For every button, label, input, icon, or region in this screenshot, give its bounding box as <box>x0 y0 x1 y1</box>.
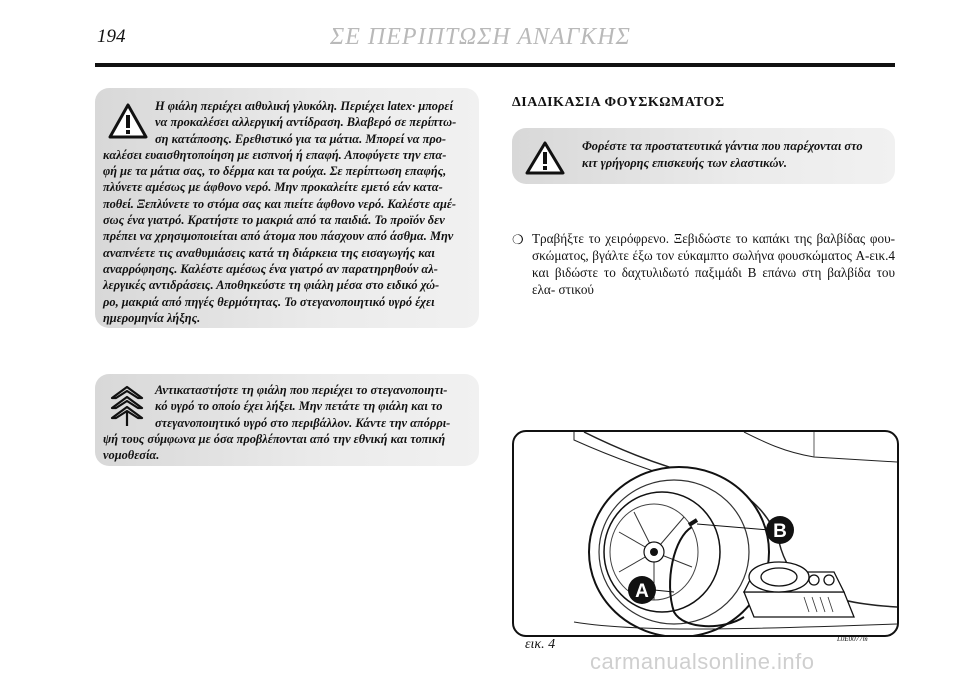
section-title: ΔΙΑΔΙΚΑΣΙΑ ΦΟΥΣΚΩΜΑΤΟΣ <box>512 95 725 110</box>
warning-line: φή με τα μάτια σας, το δέρμα και τα ρούχα. Σε περίπτωση επαφής, <box>103 164 447 179</box>
environment-line: Αντικαταστήστε τη φιάλη που περιέχει το στεγανοποιητι- <box>155 383 448 397</box>
warning-box-gloves-text <box>582 138 887 172</box>
step-line: στικού <box>558 282 594 297</box>
warning-triangle-icon <box>524 140 566 176</box>
chapter-title: ΣΕ ΠΕΡΙΠΤΩΣΗ ΑΝΑΓΚΗΣ <box>330 24 631 50</box>
warning-line: καλέσει ευαισθητοποίηση με εισπνοή ή επαφή. Αποφύγετε την επα- <box>103 147 447 162</box>
figure-code: L0E0077m <box>837 635 868 643</box>
warning-line: αναρρόφησης. Καλέστε αμέσως ένα γιατρό αν παρατηρηθούν αλ- <box>103 261 438 276</box>
warning-line: λεργικές αντιδράσεις. Αποθηκεύστε τη φιάλη μέσα στο ειδικό χώ- <box>103 278 440 293</box>
warning-line: ρο, μακριά από πηγές θερμότητας. Το στεγανοποιητικό υγρό έχει <box>103 294 435 309</box>
gloves-line: κιτ γρήγορης επισκευής των ελαστικών. <box>582 156 788 170</box>
warning-box-latex <box>95 88 479 328</box>
warning-line: σως ένα γιατρό. Κρατήστε το μακριά από τα παιδιά. Το προϊόν δεν <box>103 213 445 228</box>
watermark: carmanualsonline.info <box>590 649 815 674</box>
gloves-line: Φορέστε τα προστατευτικά γάντια που παρέχονται στο <box>582 139 863 153</box>
warning-box-latex-text <box>103 98 475 326</box>
label-a: A <box>635 581 649 602</box>
tire-compressor-illustration <box>514 432 897 635</box>
warning-line: πλύνετε αμέσως με άφθονο νερό. Μην προκαλείτε εμετό εάν κατα- <box>103 180 443 195</box>
page-number: 194 <box>97 26 126 47</box>
figure-caption: εικ. 4 <box>525 637 556 652</box>
environment-line: κό υγρό το οποίο έχει λήξει. Μην πετάτε τη φιάλη και το <box>155 399 443 414</box>
step-line: και βιδώστε το δαχτυλιδωτό παξιμάδι B επάνω στη βαλβίδα του ελα- <box>532 265 895 297</box>
label-b: B <box>773 521 787 542</box>
step-line: σκώματος, βγάλτε έξω τον εύκαμπτο σωλήνα φουσκώματος A-εικ.4 <box>532 248 895 263</box>
step-bullet: ❍ <box>512 232 524 247</box>
environment-line: νομοθεσία. <box>103 448 160 463</box>
warning-line: ποθεί. Ξεπλύνετε το στόμα σας και πιείτε άφθονο νερό. Καλέστε αμέ- <box>103 196 457 211</box>
warning-line: αναπνέετε τις αναθυμιάσεις κατά τη διάρκεια της εισαγωγής και <box>103 245 435 260</box>
environment-line: στεγανοποιητικό υγρό στο περιβάλλον. Κάντε την απόρρι- <box>155 415 451 430</box>
environment-box <box>95 374 479 466</box>
header-divider <box>95 63 895 67</box>
environment-box-text <box>103 382 475 463</box>
warning-line: Η φιάλη περιέχει αιθυλική γλυκόλη. Περιέχει latex· μπορεί <box>155 99 453 113</box>
figure-inflation <box>512 430 899 637</box>
warning-line: πρέπει να χρησιμοποιείται από άτομα που πάσχουν από άσθμα. Μην <box>103 229 454 244</box>
environment-line: ψή τους σύμφωνα με όσα προβλέπονται από την εθνική και τοπική <box>103 431 446 446</box>
warning-line: ση κατάποσης. Ερεθιστικό για τα μάτια. Μπορεί να προ- <box>155 131 447 146</box>
step-text <box>532 230 895 298</box>
step-line: Τραβήξτε το χειρόφρενο. Ξεβιδώστε το καπάκι της βαλβίδας φου- <box>532 231 895 246</box>
warning-line: να προκαλέσει αλλεργική αντίδραση. Βλαβερό σε περίπτω- <box>155 115 457 130</box>
warning-box-gloves <box>512 128 895 184</box>
warning-line: ημερομηνία λήξης. <box>103 310 201 325</box>
